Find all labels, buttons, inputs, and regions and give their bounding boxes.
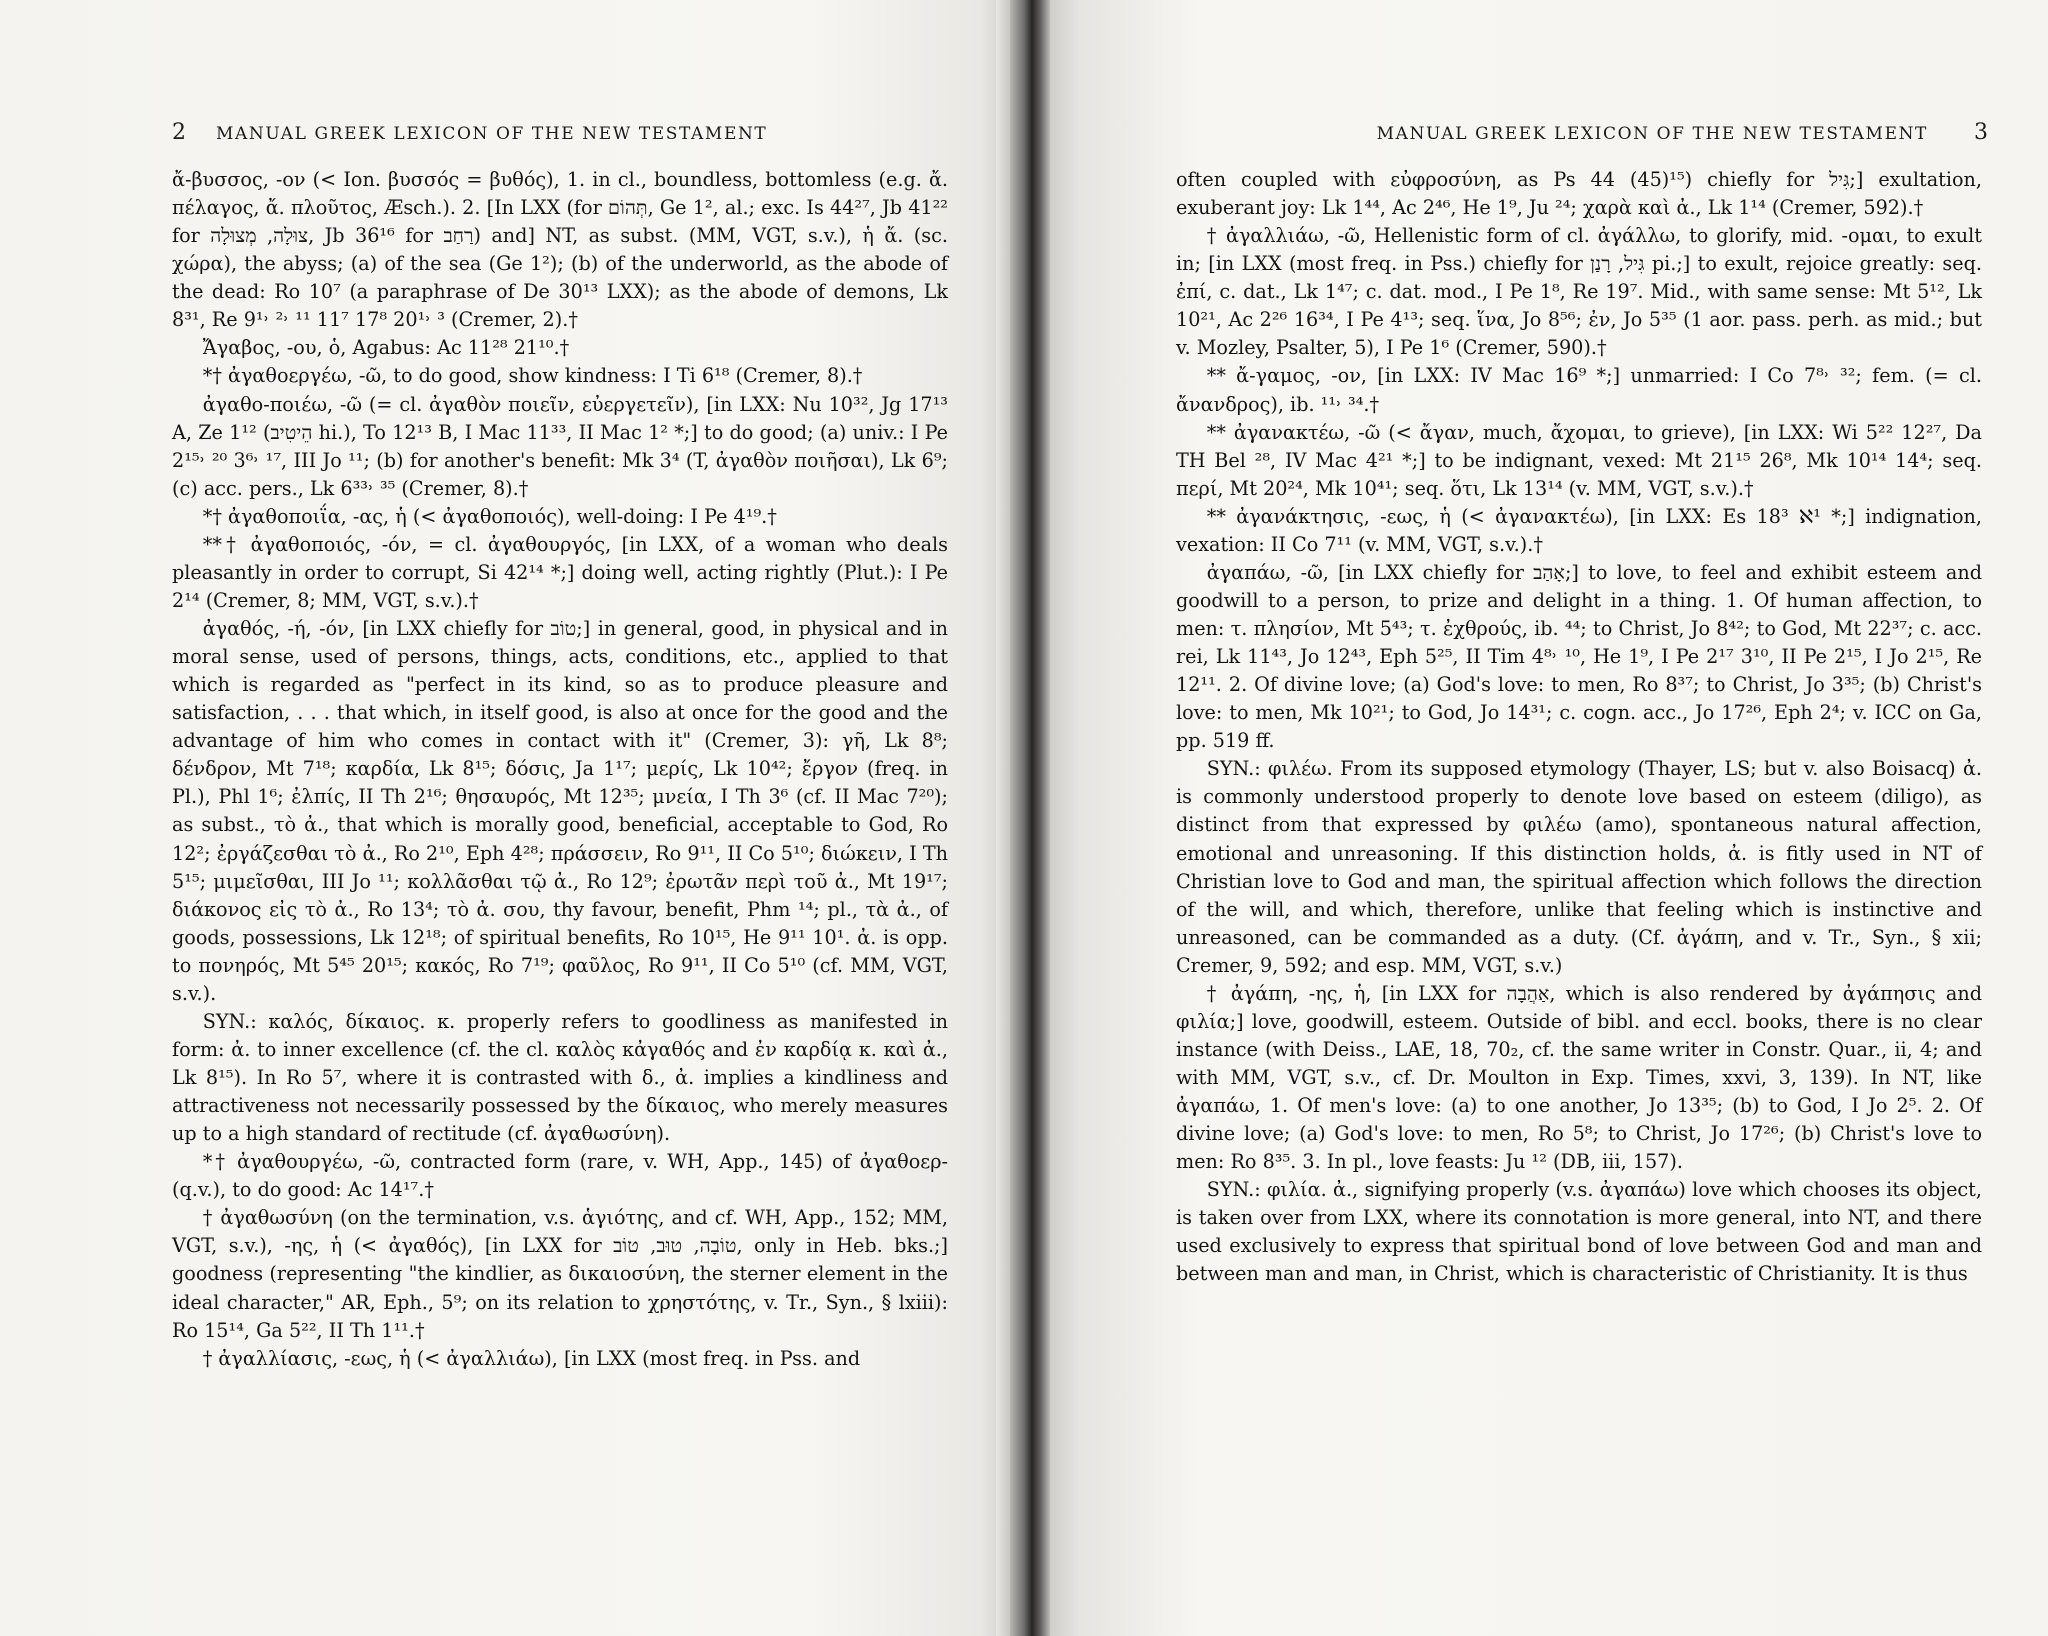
entry-agathopoiia: *† ἀγαθοποιΐα, -ας, ἡ (< ἀγαθοποιός), well-doing: I Pe 4¹⁹.† [202, 504, 777, 528]
entry-agapao: ἀγαπάω, -ῶ, [in LXX chiefly for אָהַב;] to love, to feel and exhibit esteem and goodwill to a person, to prize and delight in a thing. 1. Of human affection, to men: τ. πλησίον, Mt 5⁴³; τ. ἐχθρούς, ib. ⁴⁴; to Christ, Jo 8⁴²; to God, Mt 22³⁷; c. acc. rei, Lk 11⁴³, Jo 12⁴³, Eph 5²⁵, II Tim 4⁸˒ ¹⁰, He 1⁹, I Pe 2¹⁷ 3¹⁰, II Pe 2¹⁵, I Jo 2¹⁵, Re 12¹¹. 2. Of divine love; (a) God's love: to men, Ro 8³⁷; to Christ, Jo 3³⁵; (b) Christ's love: to men, Mk 10²¹; to God, Jo 14³¹; c. cogn. acc., Jo 17²⁶, Eph 2⁴; v. ICC on Ga, pp. 519 ff. [1176, 560, 1982, 753]
entry-agapao-syn: SYN.: φιλέω. From its supposed etymology (Thayer, LS; but v. also Boisacq) ἀ. is commonly understood properly to denote love based on esteem (diligo), as distinct from that expressed by φιλέω (amo), spontaneous natural affection, emotional and unreasoning. If this distinction holds, ἀ. is fitly used in NT of Christian love to God and man, the spiritual affection which follows the direction of the will, and which, therefore, unlike that feeling which is instinctive and unreasoned, can be commanded as a duty. (Cf. ἀγάπη, and v. Tr., Syn., § xii; Cremer, 9, 592; and esp. MM, VGT, s.v.) [1176, 757, 1982, 977]
entry-aganakteo: ** ἀγανακτέω, -ῶ (< ἄγαν, much, ἄχομαι, to grieve), [in LXX: Wi 5²² 12²⁷, Da TH Bel ²⁸, IV Mac 4²¹ *;] to be indignant, vexed: Mt 21¹⁵ 26⁸, Mk 10¹⁴ 14⁴; seq. περί, Mt 20²⁴, Mk 10⁴¹; seq. ὅτι, Lk 13¹⁴ (v. MM, VGT, s.v.).† [1176, 420, 1982, 500]
left-running-head: MANUAL GREEK LEXICON OF THE NEW TESTAMENT [216, 124, 768, 144]
entry-agathourgeo: *† ἀγαθουργέω, -ῶ, contracted form (rare, v. WH, App., 145) of ἀγαθοερ- (q.v.), to do good: Ac 14¹⁷.† [172, 1150, 948, 1202]
left-page [0, 0, 1010, 1636]
entry-abyssos: ἄ-βυσσος, -ον (< Ion. βυσσός = βυθός), 1. in cl., boundless, bottomless (e.g. ἄ. πέλαγος, ἄ. πλοῦτος, Æsch.). 2. [In LXX (for תְּהוֹם, Ge 1², al.; exc. Is 44²⁷, Jb 41²² for צוּלָה, מְצוּלָה, Jb 36¹⁶ for רַחַב) and] NT, as subst. (MM, VGT, s.v.), ἡ ἄ. (sc. χώρα), the abyss; (a) of the sea (Ge 1²); (b) of the underworld, as the abode of the dead: Ro 10⁷ (a paraphrase of De 30¹³ LXX); as the abode of demons, Lk 8³¹, Re 9¹˒ ²˒ ¹¹ 11⁷ 17⁸ 20¹˒ ³ (Cremer, 2).† [172, 168, 948, 332]
entry-agathopoios: **† ἀγαθοποιός, -όν, = cl. ἀγαθουργός, [in LXX, of a woman who deals pleasantly in order to corrupt, Si 42¹⁴ *;] doing well, acting rightly (Plut.): I Pe 2¹⁴ (Cremer, 8; MM, VGT, s.v.).† [172, 532, 948, 612]
entry-agape: † ἀγάπη, -ης, ἡ, [in LXX for אַהֲבָה, which is also rendered by ἀγάπησις and φιλία;] love, goodwill, esteem. Outside of bibl. and eccl. books, there is no clear instance (with Deiss., LAE, 18, 70₂, cf. the same writer in Constr. Quar., ii, 4; and with MM, VGT, s.v., cf. Dr. Moulton in Exp. Times, xxvi, 3, 139). In NT, like ἀγαπάω, 1. Of men's love: (a) to one another, Jo 13³⁵; (b) to God, I Jo 2⁵. 2. Of divine love; (a) God's love: to men, Ro 5⁸; to Christ, Jo 17²⁶; (b) Christ's love to men: Ro 8³⁵. 3. In pl., love feasts: Ju ¹² (DB, iii, 157). [1176, 981, 1982, 1174]
right-page [1050, 0, 2048, 1636]
entry-agalliao: † ἀγαλλιάω, -ῶ, Hellenistic form of cl. ἀγάλλω, to glorify, mid. -ομαι, to exult in; [in LXX (most freq. in Pss.) chiefly for גִּיל, רָנַן pi.;] to exult, rejoice greatly: seq. ἐπί, c. dat., Lk 1⁴⁷; c. dat. mod., I Pe 1⁸, Re 19⁷. Mid., with same sense: Mt 5¹², Lk 10²¹, Ac 2²⁶ 16³⁴, I Pe 4¹³; seq. ἵνα, Jo 8⁵⁶; ἐν, Jo 5³⁵ (1 aor. pass. perh. as mid.; but v. Mozley, Psalter, 5), I Pe 1⁶ (Cremer, 590).† [1176, 224, 1982, 360]
right-page-number: 3 [1974, 120, 1988, 145]
left-running-header [172, 120, 950, 145]
entry-agape-syn: SYN.: φιλία. ἀ., signifying properly (v.s. ἀγαπάω) love which chooses its object, is taken over from LXX, where its connotation is more general, into NT, and there used exclusively to express that spiritual bond of love between God and man and between man and man, in Christ, which is characteristic of Christianity. It is thus [1176, 1178, 1982, 1286]
right-running-head: MANUAL GREEK LEXICON OF THE NEW TESTAMENT [1376, 124, 1928, 144]
entry-agathoergeo: *† ἀγαθοεργέω, -ῶ, to do good, show kindness: I Ti 6¹⁸ (Cremer, 8).† [202, 364, 863, 388]
entry-aganaktesis: ** ἀγανάκτησις, -εως, ἡ (< ἀγανακτέω), [in LXX: Es 18³ ℵ¹ *;] indignation, vexation: II Co 7¹¹ (v. MM, VGT, s.v.).† [1176, 504, 1982, 556]
left-text-column [172, 166, 948, 1373]
right-running-header [1176, 120, 1988, 145]
right-text-column [1176, 166, 1982, 1289]
entry-agalliasis: † ἀγαλλίασις, -εως, ἡ (< ἀγαλλιάω), [in LXX (most freq. in Pss. and [202, 1346, 861, 1370]
entry-agalliasis-cont: often coupled with εὐφροσύνη, as Ps 44 (45)¹⁵) chiefly for גִּיל;] exultation, exuberant joy: Lk 1⁴⁴, Ac 2⁴⁶, He 1⁹, Ju ²⁴; χαρὰ καὶ ἀ., Lk 1¹⁴ (Cremer, 592).† [1176, 168, 1982, 220]
left-page-edge [996, 0, 1010, 1636]
left-page-number: 2 [172, 120, 186, 145]
entry-agamos: ** ἄ-γαμος, -ον, [in LXX: IV Mac 16⁹ *;] unmarried: I Co 7⁸˒ ³²; fem. (= cl. ἄνανδρος), ib. ¹¹˒ ³⁴.† [1176, 364, 1982, 416]
entry-agabos: Ἄγαβος, -ου, ὁ, Agabus: Ac 11²⁸ 21¹⁰.† [202, 336, 570, 360]
entry-agathopoieo: ἀγαθο-ποιέω, -ῶ (= cl. ἀγαθὸν ποιεῖν, εὐεργετεῖν), [in LXX: Nu 10³², Jg 17¹³ A, Ze 1¹² (הֵיטִיב hi.), To 12¹³ B, I Mac 11³³, II Mac 1² *;] to do good; (a) univ.: I Pe 2¹⁵˒ ²⁰ 3⁶˒ ¹⁷, III Jo ¹¹; (b) for another's benefit: Mk 3⁴ (T, ἀγαθὸν ποιῆσαι), Lk 6⁹; (c) acc. pers., Lk 6³³˒ ³⁵ (Cremer, 8).† [172, 392, 948, 500]
entry-agathosyne: † ἀγαθωσύνη (on the termination, v.s. ἁγιότης, and cf. WH, App., 152; MM, VGT, s.v.), -ης, ἡ (< ἀγαθός), [in LXX for טוֹבָה, טוּב, טוֹב, only in Heb. bks.;] goodness (representing "the kindlier, as δικαιοσύνη, the sterner element in the ideal character," AR, Eph., 5⁹; on its relation to χρηστότης, v. Tr., Syn., § lxiii): Ro 15¹⁴, Ga 5²², II Th 1¹¹.† [172, 1206, 948, 1342]
entry-agathos: ἀγαθός, -ή, -όν, [in LXX chiefly for טוֹב;] in general, good, in physical and in moral sense, used of persons, things, acts, conditions, etc., applied to that which is regarded as "perfect in its kind, so as to produce pleasure and satisfaction, . . . that which, in itself good, is also at once for the good and the advantage of him who comes in contact with it" (Cremer, 3): γῆ, Lk 8⁸; δένδρον, Mt 7¹⁸; καρδία, Lk 8¹⁵; δόσις, Ja 1¹⁷; μερίς, Lk 10⁴²; ἔργον (freq. in Pl.), Phl 1⁶; ἐλπίς, II Th 2¹⁶; θησαυρός, Mt 12³⁵; μνεία, I Th 3⁶ (cf. II Mac 7²⁰); as subst., τὸ ἀ., that which is morally good, beneficial, acceptable to God, Ro 12²; ἐργάζεσθαι τὸ ἀ., Ro 2¹⁰, Eph 4²⁸; πράσσειν, Ro 9¹¹, II Co 5¹⁰; διώκειν, I Th 5¹⁵; μιμεῖσθαι, III Jo ¹¹; κολλᾶσθαι τῷ ἀ., Ro 12⁹; ἐρωτᾶν περὶ τοῦ ἀ., Mt 19¹⁷; διάκονος εἰς τὸ ἀ., Ro 13⁴; τὸ ἀ. σου, thy favour, benefit, Phm ¹⁴; pl., τὰ ἀ., of goods, possessions, Lk 12¹⁸; of spiritual benefits, Ro 10¹⁵, He 9¹¹ 10¹. ἀ. is opp. to πονηρός, Mt 5⁴⁵ 20¹⁵; κακός, Ro 7¹⁹; φαῦλος, Ro 9¹¹, II Co 5¹⁰ (cf. MM, VGT, s.v.). [172, 617, 948, 1005]
entry-agathos-syn: SYN.: καλός, δίκαιος. κ. properly refers to goodliness as manifested in form: ἀ. to inner excellence (cf. the cl. καλὸς κἀγαθός and ἐν καρδίᾳ κ. καὶ ἀ., Lk 8¹⁵). In Ro 5⁷, where it is contrasted with δ., ἀ. implies a kindliness and attractiveness not necessarily possessed by the δίκαιος, who merely measures up to a high standard of rectitude (cf. ἀγαθωσύνη). [172, 1009, 948, 1146]
book-gutter [1010, 0, 1050, 1636]
